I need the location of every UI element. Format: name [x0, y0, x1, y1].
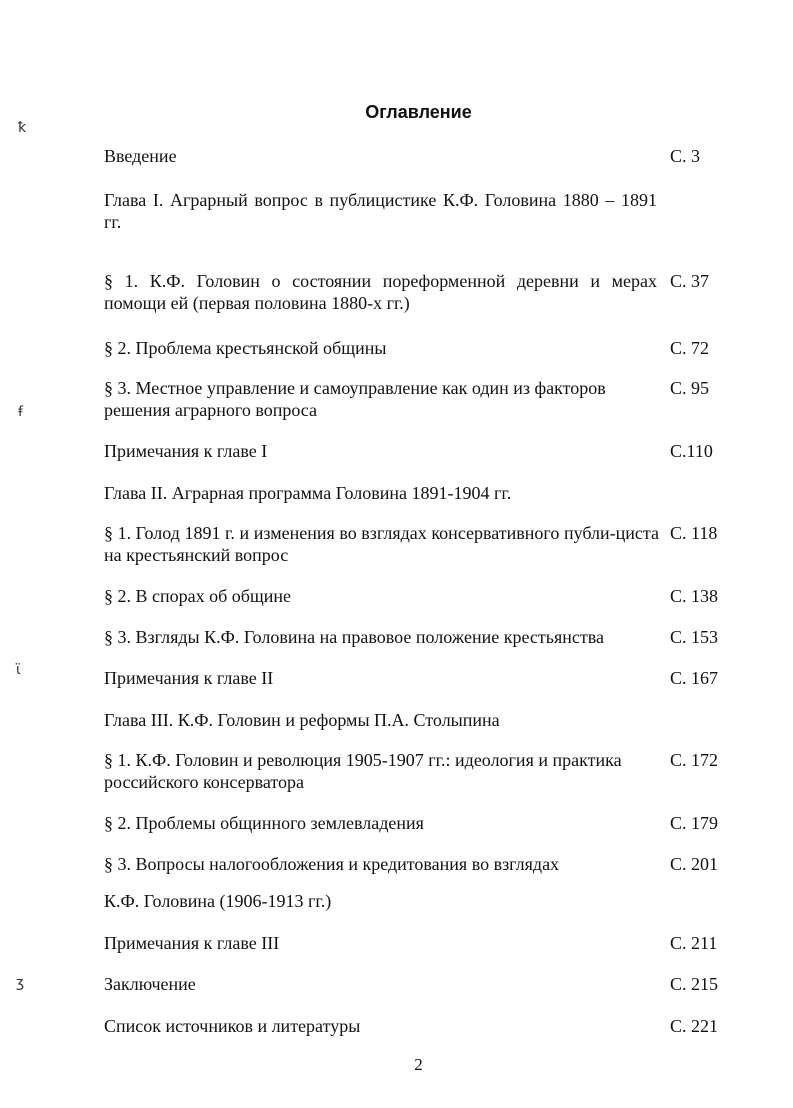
- toc-entry-page: С.110: [670, 441, 713, 461]
- toc-entry-text: Глава II. Аграрная программа Головина 1891-1904 гг.: [104, 483, 512, 503]
- toc-entry-page: С. 179: [670, 813, 719, 833]
- page-title: Оглавление: [365, 102, 472, 122]
- toc-entry-text: § 2. Проблема крестьянской общины: [104, 338, 387, 358]
- margin-mark: ɩ̈: [16, 662, 21, 678]
- toc-entry-page: С. 153: [670, 627, 719, 647]
- toc-entry-text: Примечания к главе I: [104, 441, 268, 461]
- toc-entry-text: § 1. К.Ф. Головин и революция 1905-1907 гг.: идеология и практика российского консерватора: [104, 750, 622, 792]
- toc-entry-text: § 1. Голод 1891 г. и изменения во взглядах консервативного публи-циста на крестьянский вопрос: [104, 523, 659, 565]
- toc-entry-page: С. 95: [670, 378, 710, 398]
- toc-entry-page: С. 221: [670, 1016, 719, 1036]
- toc-entry-text: Примечания к главе III: [104, 933, 280, 953]
- toc-entry-page: С. 118: [670, 523, 718, 543]
- toc-entry-page: С. 3: [670, 146, 701, 166]
- toc-entry-text: Заключение: [104, 974, 196, 994]
- page-number: 2: [414, 1055, 423, 1074]
- toc-entry-text: К.Ф. Головина (1906-1913 гг.): [104, 891, 332, 911]
- toc-entry-text: Глава III. К.Ф. Головин и реформы П.А. Столыпина: [104, 710, 500, 730]
- toc-entry-text: Глава I. Аграрный вопрос в публицистике К.Ф. Головина 1880 – 1891 гг.: [104, 190, 657, 232]
- toc-entry-text: § 2. В спорах об общине: [104, 586, 292, 606]
- toc-entry-text: Список источников и литературы: [104, 1016, 361, 1036]
- toc-entry-page: С. 37: [670, 271, 710, 291]
- toc-entry-page: С. 211: [670, 933, 718, 953]
- toc-entry-text: Введение: [104, 146, 177, 166]
- margin-mark: ʒ: [16, 975, 25, 991]
- toc-entry-text: § 3. Вопросы налогообложения и кредитования во взглядах: [104, 854, 560, 874]
- toc-entry-page: С. 215: [670, 974, 719, 994]
- toc-entry-page: С. 201: [670, 854, 719, 874]
- margin-mark: ꞙ: [18, 404, 23, 420]
- toc-entry-text: § 3. Местное управление и самоуправление как один из факторов решения аграрного вопроса: [104, 378, 606, 420]
- margin-mark: ꝁ: [18, 120, 27, 136]
- toc-entry-text: § 1. К.Ф. Головин о состоянии пореформенной деревни и мерах помощи ей (первая половина 1880-х гг.): [104, 271, 657, 313]
- toc-entry-text: § 2. Проблемы общинного землевладения: [104, 813, 424, 833]
- toc-entry-page: С. 72: [670, 338, 710, 358]
- toc-entry-page: С. 138: [670, 586, 719, 606]
- toc-entry-page: С. 172: [670, 750, 719, 770]
- toc-entry-page: С. 167: [670, 668, 719, 688]
- toc-entry-text: § 3. Взгляды К.Ф. Головина на правовое положение крестьянства: [104, 627, 604, 647]
- toc-entry-text: Примечания к главе II: [104, 668, 274, 688]
